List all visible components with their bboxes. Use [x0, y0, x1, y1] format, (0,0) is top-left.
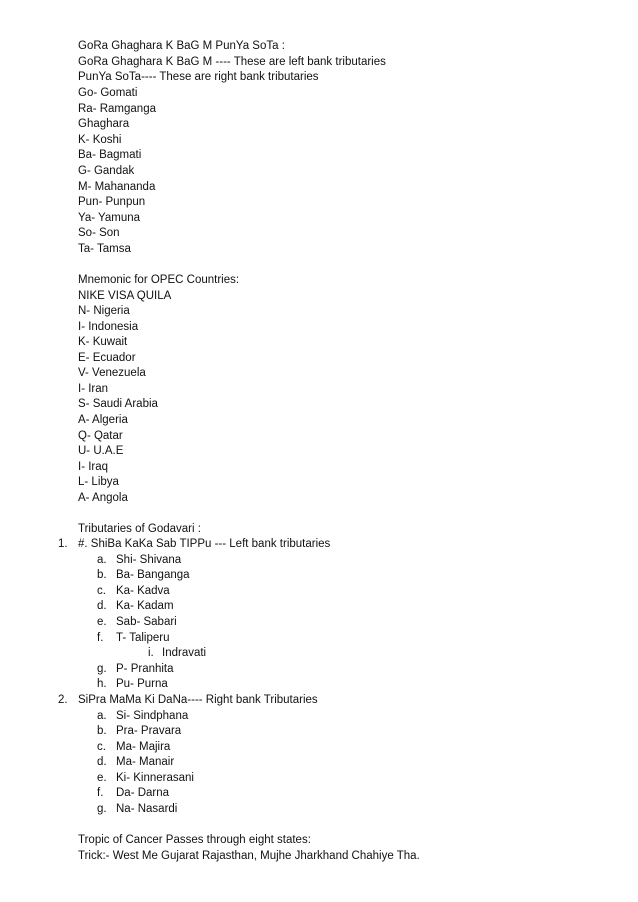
text-line: GoRa Ghaghara K BaG M PunYa SoTa : — [78, 40, 285, 52]
sub-list-text: Pra- Pravara — [116, 725, 182, 737]
text-line: GoRa Ghaghara K BaG M ---- These are left bank tributaries — [78, 56, 386, 68]
sub-list-text: Ma- Manair — [116, 756, 175, 768]
sub-list-text: T- Taliperu — [116, 632, 170, 644]
sub-list-text: Pu- Purna — [116, 678, 168, 690]
sub-list-marker: b. — [97, 725, 107, 737]
sub-list-text: Sab- Sabari — [116, 616, 177, 628]
text-line: A- Angola — [78, 492, 128, 504]
text-line: Ba- Bagmati — [78, 149, 142, 161]
sub-list-text: Ka- Kadam — [116, 600, 174, 612]
text-line: S- Saudi Arabia — [78, 398, 158, 410]
text-line: K- Kuwait — [78, 336, 128, 348]
list-marker: 1. — [58, 538, 68, 550]
text-line: N- Nigeria — [78, 305, 130, 317]
text-line: Pun- Punpun — [78, 196, 146, 208]
sub-list-marker: g. — [97, 803, 107, 815]
text-line: G- Gandak — [78, 165, 135, 177]
text-line: Q- Qatar — [78, 430, 123, 442]
sub-list-marker: h. — [97, 678, 107, 690]
sub-list-marker: d. — [97, 756, 107, 768]
sub-list-marker: e. — [97, 772, 107, 784]
sub-list-marker: a. — [97, 554, 107, 566]
sub-list-marker: e. — [97, 616, 107, 628]
sub-list-marker: f. — [97, 787, 104, 799]
sub-list-marker: i. — [148, 647, 154, 659]
sub-list-text: Ki- Kinnerasani — [116, 772, 194, 784]
list-marker: 2. — [58, 694, 68, 706]
section-heading: Mnemonic for OPEC Countries: — [78, 274, 240, 286]
sub-list-text: Indravati — [162, 647, 207, 659]
text-line: Ya- Yamuna — [78, 212, 141, 224]
sub-list-text: Shi- Shivana — [116, 554, 182, 566]
list-item: #. ShiBa KaKa Sab TIPPu --- Left bank tributaries — [78, 538, 331, 550]
text-line: U- U.A.E — [78, 445, 124, 457]
sub-list-text: Ba- Banganga — [116, 569, 190, 581]
sub-list-text: Da- Darna — [116, 787, 170, 799]
text-line: I- Indonesia — [78, 321, 139, 333]
text-line: PunYa SoTa---- These are right bank tributaries — [78, 71, 319, 83]
text-line: Go- Gomati — [78, 87, 138, 99]
text-line: So- Son — [78, 227, 120, 239]
list-item: SiPra MaMa Ki DaNa---- Right bank Tributaries — [78, 694, 318, 706]
text-line: E- Ecuador — [78, 352, 136, 364]
text-line: I- Iran — [78, 383, 109, 395]
text-line: Ghaghara — [78, 118, 130, 130]
sub-list-text: Si- Sindphana — [116, 710, 189, 722]
sub-list-marker: f. — [97, 632, 104, 644]
sub-list-marker: c. — [97, 741, 106, 753]
text-line: I- Iraq — [78, 461, 109, 473]
sub-list-text: Na- Nasardi — [116, 803, 178, 815]
section-heading: Tributaries of Godavari : — [78, 523, 201, 535]
sub-list-marker: a. — [97, 710, 107, 722]
sub-list-marker: g. — [97, 663, 107, 675]
sub-list-marker: b. — [97, 569, 107, 581]
text-line: Ra- Ramganga — [78, 103, 156, 115]
text-line: NIKE VISA QUILA — [78, 290, 172, 302]
section-heading: Tropic of Cancer Passes through eight states: — [78, 834, 311, 846]
text-line: K- Koshi — [78, 134, 122, 146]
sub-list-marker: d. — [97, 600, 107, 612]
sub-list-text: Ma- Majira — [116, 741, 171, 753]
text-line: Trick:- West Me Gujarat Rajasthan, Mujhe Jharkhand Chahiye Tha. — [78, 850, 420, 862]
sub-list-text: Ka- Kadva — [116, 585, 170, 597]
text-line: L- Libya — [78, 476, 119, 488]
text-line: V- Venezuela — [78, 367, 146, 379]
sub-list-marker: c. — [97, 585, 106, 597]
text-line: Ta- Tamsa — [78, 243, 131, 255]
text-line: A- Algeria — [78, 414, 128, 426]
sub-list-text: P- Pranhita — [116, 663, 174, 675]
text-line: M- Mahananda — [78, 181, 156, 193]
